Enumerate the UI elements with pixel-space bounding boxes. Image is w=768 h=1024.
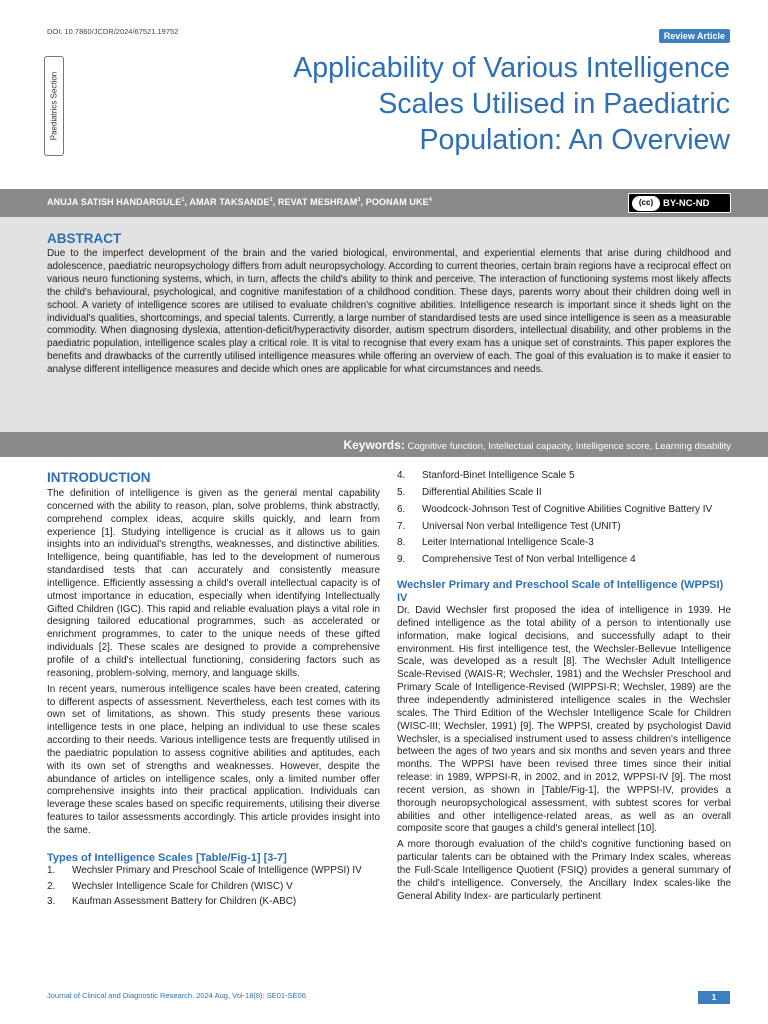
section-tab [44,56,64,156]
list-item [397,487,731,500]
types-heading: Types of Intelligence Scales [Table/Fig-1] [3-7] [47,851,287,864]
keywords [343,438,731,452]
list-text: Differential Abilities Scale II [422,486,542,498]
paragraph: A more thorough evaluation of the child's cognitive functioning based on particular talents can be obtained with the Primary Index scales, whereas the Full-Scale Intelligence Quotient (FSIQ) provides a general summary of the child's intelligence. Conversely, the Ancillary Index scales-like the General Ability Index- are particularly pertinent [397,839,731,902]
page-number: 1 [698,991,730,1004]
author-name: POONAM UKE [365,197,429,207]
article-title [210,50,730,158]
types-list-left [47,865,380,910]
list-text: Universal Non verbal Intelligence Test (UNIT) [422,520,621,532]
types-list-right [397,470,731,567]
author-separator: , [360,197,366,207]
author-name: ANUJA SATISH HANDARGULE [47,197,182,207]
author-separator: , [184,197,190,207]
list-number: 9. [397,554,406,566]
title-line: Applicability of Various Intelligence [293,52,730,84]
list-number: 5. [397,486,406,498]
author-name: AMAR TAKSANDE [189,197,270,207]
list-item [397,470,731,483]
paragraph: The definition of intelligence is given as the general mental capability concerned with the ability to reason, plan, solve problems, think abstractly, comprehend complex ideas, acquire skills quickly, and learn from experience [1]. Studying intelligence is crucial as it allows us to gain insights into an individual's strengths, weaknesses, and distinctive abilities. Intelligence, being quantifiable, has led to the development of numerous standardised tests that can accurately and consistently measure intelligence. Efficiently assessing a child's overall intellectual capacity is of utmost importance in education, especially when identifying Intellectually Gifted Children (IGC). This rapid and reliable evaluation plays a vital role in designing tailored educational programmes, such as accelerated or enrichment programmes, to cater to the unique needs of these gifted individuals [2]. These scales are designed to provide a comprehensive profile of a child's intellectual functioning, considering factors such as reasoning, problem-solving, memory, and language skills. [47,488,380,679]
list-item [397,521,731,534]
cc-license-badge[interactable] [628,193,731,213]
left-column [47,470,380,909]
list-text: Wechsler Primary and Preschool Scale of Intelligence (WPPSI) IV [72,864,362,876]
keywords-text: Cognitive function, Intellectual capacity, Intelligence score, Learning disability [407,441,731,452]
list-item [47,865,380,878]
keywords-label: Keywords: [343,438,405,452]
list-number: 7. [397,520,406,532]
list-text: Leiter International Intelligence Scale-3 [422,537,594,549]
list-number: 8. [397,537,406,549]
section-label: Paediatrics Section [49,71,59,141]
author-affiliation: 1 [181,197,185,203]
paragraph: In recent years, numerous intelligence scales have been created, catering to different aspects of assessment. Nevertheless, each test comes with its own set of limitations, as shown. This study presents these various intelligence tests in one place, helping an individual to use these scales according to their needs. Various intelligence tests are frequently utilised in the paediatric population to assess cognitive abilities and aptitudes, each with its own set of strengths and weaknesses. However, despite the abundance of articles on intelligence scales, only a limited number offer comprehensive insights into their practical application. Individuals can leverage these scales based on specific requirements, utilising their diverse features to tailor assessments accordingly. This article provides insight into the same. [47,683,380,836]
title-line: Scales Utilised in Paediatric [378,88,730,120]
author-separator: , [272,197,278,207]
paragraph: Dr. David Wechsler first proposed the idea of intelligence in 1939. He defined intelligence as the total ability of a person to intentionally use information, make logical decisions, and successfully adapt to their environment. His first intelligence test, the Wechsler-Bellevue Intelligence Scale, was developed as a result [8]. The Wechsler Adult Intelligence Scale-Revised (WAIS-R; Wechsler, 1981) and the Wechsler Preschool and Primary Scale of Intelligence-Revised (WIPPSI-R; Wechsler, 1989) are the three independently administered intelligence scales in the Wechsler scales. The Third Edition of the Wechsler Intelligence Scale for Children (WISC-III; Wechsler, 1991) [9]. The WPPSI, created by psychologist David Wechsler, is a specialised instrument used to assess children's intelligence between the ages of two years and six months and seven years and three months. The WPPSI have been revised three times since their initial release: in 1989, WPPSI-R, in 2002, and in 2012, WPPSI-IV [9]. The most recent version, as shown in [Table/Fig-1], the WPPSI-IV, provides a thorough neuropsychological assessment, with subtest scores for verbal abilities and other intelligence-related areas, as well as an overall composite score that gauges a child's general intellect [10]. [397,605,731,835]
list-number: 1. [47,864,56,876]
abstract-heading: ABSTRACT [47,231,122,246]
title-line: Population: An Overview [419,124,730,156]
list-text: Stanford-Binet Intelligence Scale 5 [422,470,575,481]
article-type-badge: Review Article [659,29,730,43]
list-text: Wechsler Intelligence Scale for Children (WISC) V [72,880,293,892]
list-text: Woodcock-Johnson Test of Cognitive Abilities Cognitive Battery IV [422,503,713,515]
journal-footer: Journal of Clinical and Diagnostic Research. 2024 Aug, Vol-18(8): SE01-SE06 [47,991,306,1000]
author-list [47,197,432,207]
abstract-text: Due to the imperfect development of the brain and the varied biological, environmental, and experiential elements that arise during childhood and adolescence, paediatric neuropsychology differs from adult neuropsychology. According to current theories, certain brain regions have a reciprocal effect on various neuro functioning systems, which, in turn, affects the child's ability to think and perceive. The interaction of functioning systems most likely affects the child's behavioural, psychological, and cognitive manifestation of a childhood condition. These days, parents worry about their children doing well in school. A variety of intelligence scores are utilised to evaluate children's cognitive abilities. Intelligence research is important since it sheds light on the individual's qualities, shortcomings, and special talents. Currently, a large number of standardised tests are used since intelligence is seen as a measurable commodity. When diagnosing dyslexia, attention-deficit/hyperactivity disorder, autism spectrum disorders, intellectual disability, and other problems in the paediatric population, intelligence scales play a critical role. It is vital to recognise that every exam has a unique set of constraints. This paper explores the benefits and drawbacks of the currently utilised intelligence measures while offering an overview of each. The goal of this evaluation is to make it easier to analyse different intelligence measures and decide which ones are applicable for what circumstances and needs. [47,248,731,376]
list-number: 4. [397,470,406,481]
introduction-heading: INTRODUCTION [47,470,151,485]
list-item [397,504,731,517]
list-number: 6. [397,503,406,515]
list-item [47,896,380,909]
list-text: Comprehensive Test of Non verbal Intelligence 4 [422,554,636,566]
list-number: 3. [47,896,56,908]
author-name: REVAT MESHRAM [277,197,358,207]
author-affiliation: 2 [269,197,273,203]
list-item [397,537,731,550]
list-text: Kaufman Assessment Battery for Children (K-ABC) [72,896,297,908]
right-column [397,470,731,906]
author-affiliation: 4 [428,197,432,203]
cc-icon: (cc) [632,196,660,211]
list-item [47,881,380,894]
list-item [397,554,731,567]
list-number: 2. [47,880,56,892]
wppsi-heading: Wechsler Primary and Preschool Scale of Intelligence (WPPSI) IV [397,579,724,605]
license-text: BY-NC-ND [663,197,710,209]
doi-text: DOI: 10.7860/JCDR/2024/67521.19752 [47,27,179,36]
author-affiliation: 3 [357,197,361,203]
